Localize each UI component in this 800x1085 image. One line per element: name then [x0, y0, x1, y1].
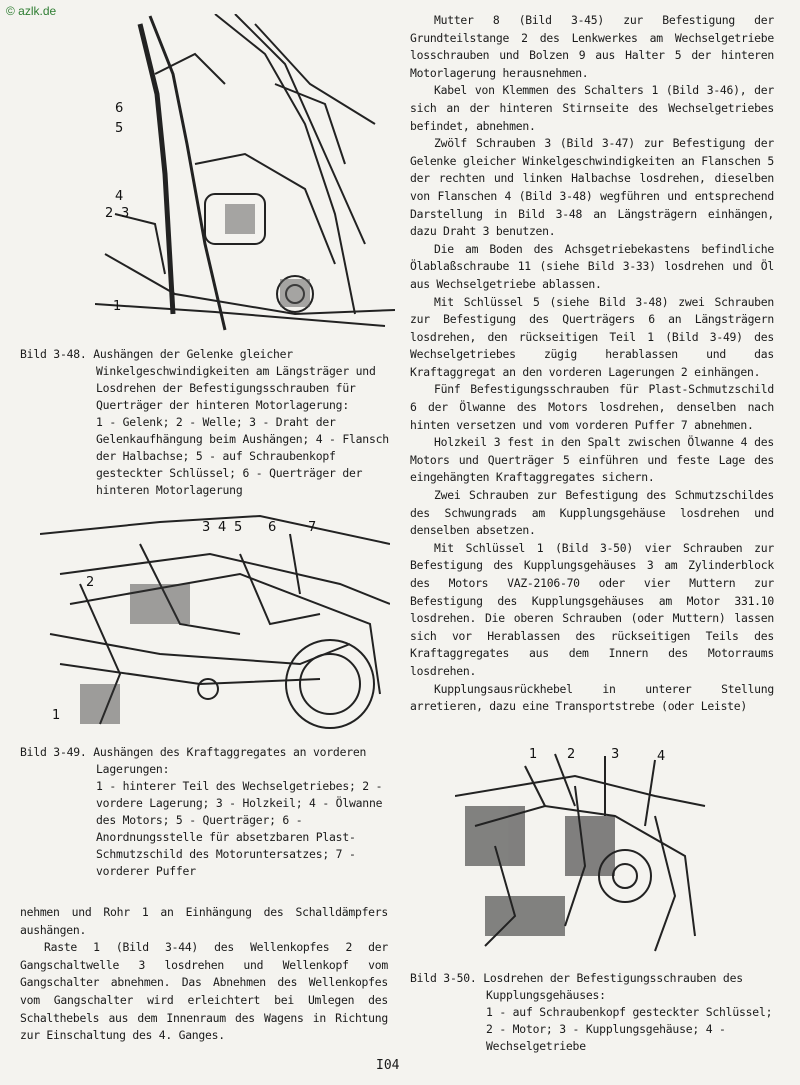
fig49-label-5: 5 — [234, 520, 243, 535]
fig50-caption — [410, 970, 782, 1055]
right-paragraph-6: Fünf Befestigungsschrauben für Plast-Schmutzschild 6 der Ölwanne des Motors losdrehen, denselben nach hinten versetzen und vom vorderen Puffer 7 abnehmen. — [410, 382, 774, 432]
figure-3-50-illustration — [455, 746, 715, 958]
figure-3-48 — [95, 14, 395, 332]
right-paragraph-2: Kabel von Klemmen des Schalters 1 (Bild 3-46), der sich an der hinteren Stirnseite des Wechselgetriebes befindet, abnehmen. — [410, 83, 774, 133]
fig49-caption — [20, 744, 392, 880]
right-paragraph-9: Mit Schlüssel 1 (Bild 3-50) vier Schrauben zur Befestigung des Kupplungsgehäuses 3 am Zylinderblock des Motors VAZ-2106-70 oder vier Muttern zur Befestigung des Kupplungsgehäuses am Motor 331.10 losdrehen. Die oberen Schrauben (oder Muttern) lassen sich vor Herablassen des rückseitigen Teils des Kraftaggregates aus dem Innern des Motorraums losdrehen. — [410, 540, 774, 678]
fig48-label-6: 6 — [115, 101, 124, 116]
page-number: I04 — [376, 1058, 400, 1073]
figure-3-48-illustration — [95, 14, 395, 332]
fig49-caption-legend: 1 - hinterer Teil des Wechselgetriebes; 2 - vordere Lagerung; 3 - Holzkeil; 4 - Ölwanne des Motors; 5 - Querträger; 6 - Anordnungsstelle für absetzbaren Plast-Schmutzschild des Motoruntersatzes; 7 - vorderer Puffer — [96, 779, 383, 878]
left-paragraph-2: Raste 1 (Bild 3-44) des Wellenkopfes 2 der Gangschaltwelle 3 losdrehen und Wellenkopf vom Gangschalter abnehmen. Das Abnehmen des Wellenkopfes vom Gangschalter wird erleichtert bei Umlegen des Schalthebels aus dem Innenraum des Wagens in Richtung zur Einschaltung des 4. Ganges. — [20, 940, 388, 1043]
fig48-label-2: 2 — [105, 206, 114, 221]
fig48-caption-legend: 1 - Gelenk; 2 - Welle; 3 - Draht der Gelenkaufhängung beim Aushängen; 4 - Flansch der Halbachse; 5 - auf Schraubenkopf gesteckter Schlüssel; 6 - Querträger der hinteren Motorlagerung — [96, 415, 389, 497]
fig49-label-6: 6 — [268, 520, 277, 535]
fig49-label-3: 3 — [202, 520, 211, 535]
fig50-label-3: 3 — [611, 747, 620, 762]
fig48-caption-title: Bild 3-48. Aushängen der Gelenke gleicher Winkelgeschwindigkeiten am Längsträger und Losdrehen der Befestigungsschrauben für Querträger der hinteren Motorlagerung: — [20, 347, 376, 412]
fig49-label-4: 4 — [218, 520, 227, 535]
fig50-label-1: 1 — [529, 747, 538, 762]
right-paragraph-1: Mutter 8 (Bild 3-45) zur Befestigung der Grundteilstange 2 des Lenkwerkes am Wechselgetriebe losschrauben und Bolzen 9 aus Halter 5 der hinteren Motorlagerung herausnehmen. — [410, 13, 774, 80]
figure-3-49 — [40, 514, 390, 736]
fig49-label-1: 1 — [52, 708, 61, 723]
fig48-label-5: 5 — [115, 121, 124, 136]
fig50-caption-title: Bild 3-50. Losdrehen der Befestigungsschrauben des Kupplungsgehäuses: — [410, 971, 743, 1002]
fig48-label-1: 1 — [113, 299, 122, 314]
right-paragraph-7: Holzkeil 3 fest in den Spalt zwischen Ölwanne 4 des Motors und Querträger 5 einführen und feste Lage des eingehängten Kraftaggregates sichern. — [410, 435, 774, 485]
right-paragraph-5: Mit Schlüssel 5 (siehe Bild 3-48) zwei Schrauben zur Befestigung des Querträgers 6 an Längsträgern losdrehen, den rückseitigen Teil 1 (Bild 3-49) des Wechselgetriebes zügig herablassen und das Kraftaggregat an den vorderen Lagerungen 2 einhängen. — [410, 294, 774, 379]
fig50-caption-legend: 1 - auf Schraubenkopf gesteckter Schlüssel; 2 - Motor; 3 - Kupplungsgehäuse; 4 - Wechselgetriebe — [486, 1005, 773, 1053]
right-paragraph-10: Kupplungsausrückhebel in unterer Stellung arretieren, dazu eine Transportstrebe (oder Leiste) — [410, 681, 774, 714]
fig49-label-7: 7 — [308, 520, 317, 535]
right-paragraph-4: Die am Boden des Achsgetriebekastens befindliche Ölablaßschraube 11 (siehe Bild 3-33) losdrehen und Öl aus Wechselgetriebe ablassen. — [410, 241, 774, 291]
left-paragraph-1: nehmen und Rohr 1 an Einhängung des Schalldämpfers aushängen. — [20, 905, 388, 937]
left-column-text — [20, 904, 388, 1045]
watermark: © azlk.de — [6, 4, 57, 18]
fig48-label-3: 3 — [121, 206, 130, 221]
right-column-text — [410, 12, 774, 716]
fig48-caption — [20, 346, 392, 499]
fig49-caption-title: Bild 3-49. Aushängen des Kraftaggregates an vorderen Lagerungen: — [20, 745, 367, 776]
figure-3-49-illustration — [40, 514, 390, 736]
right-paragraph-8: Zwei Schrauben zur Befestigung des Schmutzschildes des Schwungrads am Kupplungsgehäuse losdrehen und denselben absetzen. — [410, 488, 774, 538]
figure-3-50 — [455, 746, 715, 958]
right-paragraph-3: Zwölf Schrauben 3 (Bild 3-47) zur Befestigung der Gelenke gleicher Winkelgeschwindigkeiten an Flanschen 5 der rechten und linken Halbachse losdrehen, dieselben von Flanschen 4 (Bild 3-48) wegführen und entsprechend Darstellung in Bild 3-48 an Längsträgern einhängen, dazu Draht 3 benutzen. — [410, 136, 774, 239]
fig50-label-4: 4 — [657, 749, 666, 764]
fig48-label-4: 4 — [115, 189, 124, 204]
fig49-label-2: 2 — [86, 575, 95, 590]
fig50-label-2: 2 — [567, 747, 576, 762]
